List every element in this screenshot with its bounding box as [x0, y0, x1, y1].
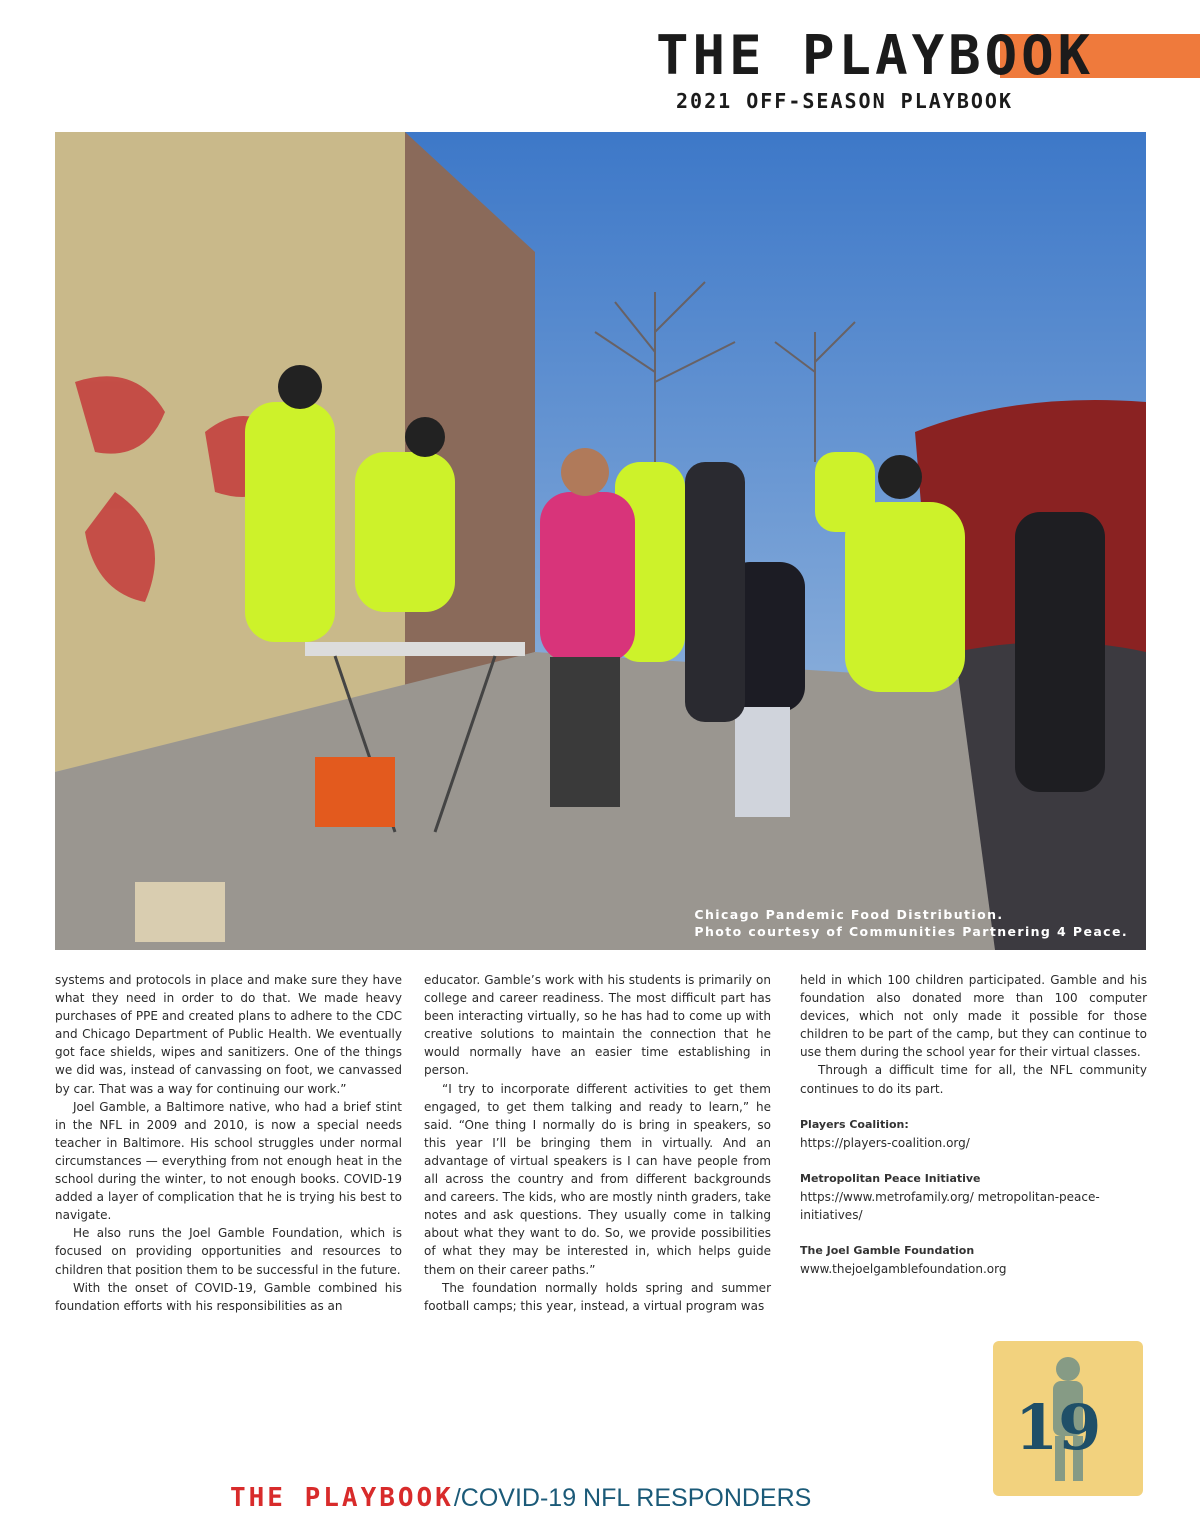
- link-url[interactable]: https://www.metrofamily.org/ metropolitan-peace-initiatives/: [800, 1189, 1100, 1223]
- covid-19-statue-logo: [993, 1341, 1143, 1496]
- photo-caption: [694, 906, 1128, 940]
- footer-title: [230, 1482, 811, 1514]
- link-players-coalition: [800, 1116, 1147, 1152]
- magazine-subtitle: 2021 OFF-SEASON PLAYBOOK: [676, 89, 1013, 113]
- paragraph: educator. Gamble’s work with his students is primarily on college and career readiness. The most difficult part has been interacting virtually, so he has had to come up with creative solutions to maintain the connection that he would normally have an easier time establishing in person.: [424, 973, 771, 1078]
- paragraph: held in which 100 children participated. Gamble and his foundation also donated more than 100 computer devices, which not only made it possible for those children to be part of the camp, but they can continue to use them during the school year for their virtual classes.: [800, 973, 1147, 1060]
- paragraph: “I try to incorporate different activities to get them engaged, to get them talking and ready to learn,” he said. “One thing I normally do is bring in speakers, so this year I’ll be bringing them in virtually. And an advantage of virtual speakers is I can have people from all across the country and from different backgrounds and careers. The kids, who are mostly ninth graders, take notes and ask questions. They usually come in talking about what they want to do. So, we provide possibilities of what they may be interested in, which helps guide them on their career paths.”: [424, 1081, 771, 1277]
- article-column-2: [424, 971, 771, 1315]
- photo-illustration: [55, 132, 1146, 950]
- link-label: The Joel Gamble Foundation: [800, 1244, 975, 1258]
- paragraph: Joel Gamble, a Baltimore native, who had a brief stint in the NFL in 2009 and 2010, is now a special needs teacher in Baltimore. His school struggles under normal circumstances — everything from not enough heat in the school during the winter, to not enough books. COVID-19 added a layer of complication that he is trying his best to navigate.: [55, 1099, 402, 1223]
- link-joel-gamble-foundation: [800, 1242, 1147, 1278]
- paragraph: He also runs the Joel Gamble Foundation, which is focused on providing opportunities and resources to children that position them to be successful in the future.: [55, 1226, 402, 1277]
- article-column-1: [55, 971, 402, 1315]
- paragraph: The foundation normally holds spring and summer football camps; this year, instead, a virtual program was: [424, 1280, 771, 1313]
- caption-line-1: Chicago Pandemic Food Distribution.: [694, 907, 1004, 922]
- caption-line-2: Photo courtesy of Communities Partnering 4 Peace.: [694, 924, 1128, 939]
- food-distribution-photo: [55, 132, 1146, 950]
- article-column-3: [800, 971, 1147, 1278]
- footer-brand: THE PLAYBOOK: [230, 1483, 454, 1513]
- paragraph: Through a difficult time for all, the NFL community continues to do its part.: [800, 1063, 1147, 1096]
- link-metropolitan-peace: [800, 1170, 1147, 1224]
- logo-number: 19: [1015, 1391, 1102, 1464]
- link-url[interactable]: https://players-coalition.org/: [800, 1135, 970, 1150]
- paragraph: With the onset of COVID-19, Gamble combined his foundation efforts with his responsibilities as an: [55, 1280, 402, 1313]
- link-label: Metropolitan Peace Initiative: [800, 1171, 981, 1185]
- paragraph: systems and protocols in place and make sure they have what they need in order to do that. We made heavy purchases of PPE and created plans to adhere to the CDC and Chicago Department of Public Health. We eventually got face shields, wipes and sanitizers. One of the things we did was, instead of canvassing on foot, we canvassed by car. That was a way for continuing our work.”: [55, 973, 402, 1096]
- link-label: Players Coalition:: [800, 1117, 909, 1131]
- footer-section-name: /COVID-19 NFL RESPONDERS: [453, 1484, 812, 1512]
- link-url[interactable]: www.thejoelgamblefoundation.org: [800, 1262, 1007, 1277]
- magazine-title: THE PLAYBOOK: [656, 24, 1095, 87]
